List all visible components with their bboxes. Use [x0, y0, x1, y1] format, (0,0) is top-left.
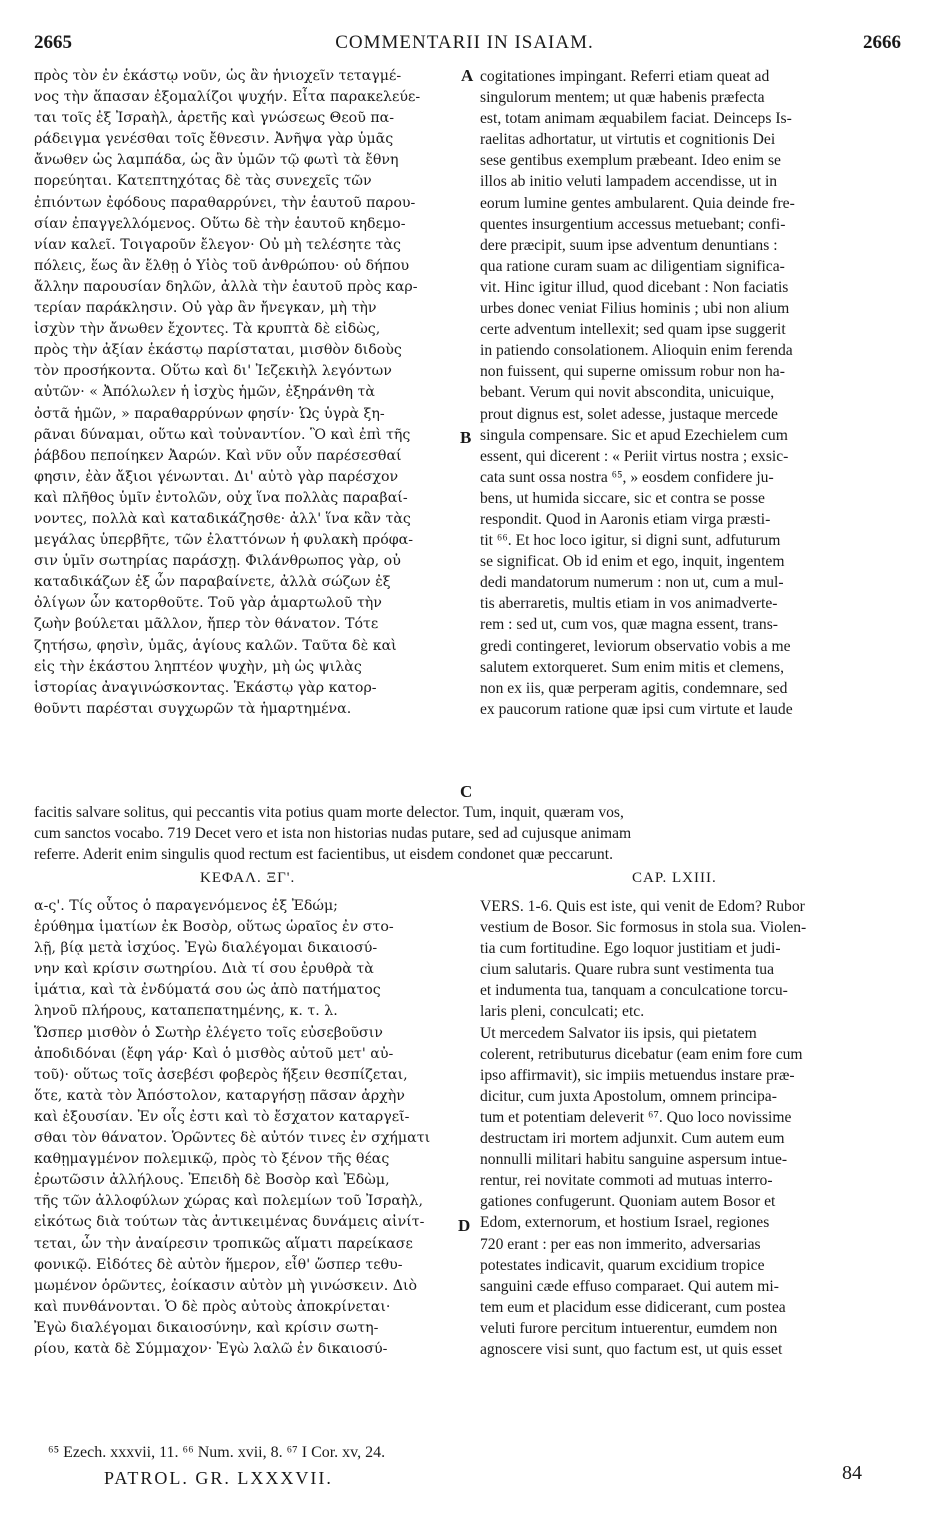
greek-text-line: ράδειγμα γενέσθαι τοῖς ἔθνεσιν. Ἀνῆψα γὰρ ὑμᾶς [34, 131, 394, 148]
greek-text-line: τῆς τῶν ἀλλοφύλων χώρας καὶ πολεμίων τοῦ Ἰσραὴλ, [34, 1193, 423, 1210]
latin-text-line: gationes confugerunt. Quoniam autem Bosor et [480, 1193, 776, 1211]
greek-text-line: μωμένον ὁρῶντες, ἐοίκασιν αὐτὸν μὴ γινώσκειν. Διὸ [34, 1277, 418, 1294]
greek-text-line: πρὸς τὸν ἐν ἑκάστῳ νοῦν, ὡς ἂν ἡνιοχεῖν τεταγμέ- [34, 68, 402, 84]
latin-text-line: qua ratione curam suam ac diligentiam significa- [480, 257, 785, 275]
series-footer: PATROL. GR. LXXXVII. [104, 1468, 333, 1488]
greek-text-line: ἱμάτια, καὶ τὰ ἐνδύματά σου ὡς ἀπὸ πατήματος [34, 982, 381, 999]
greek-column-bottom [34, 896, 456, 1360]
latin-text-line: et indumenta tua, tanquam a conculcatione torcu- [480, 982, 788, 1000]
greek-text-line: ἰσχὺν τὴν ἄνωθεν ἔχοντες. Τὰ κρυπτὰ δὲ εἰδὼς, [34, 321, 381, 338]
latin-text-line: laris pleni, conculcati; etc. [480, 1003, 645, 1021]
greek-text-line: τοῦ)· οὕτως τοῖς ἀσεβέσι φοβερὸς ἥξειν θεσπίζεται, [34, 1066, 408, 1083]
margin-marker-d: D [458, 1216, 471, 1235]
latin-text-line: illos ab initio veluti lampadem accendisse, ut in [480, 173, 778, 191]
greek-text-line: ὀλίγων ὧν κατορθοῦτε. Τοῦ γὰρ ἁμαρτωλοῦ τὴν [34, 595, 382, 612]
latin-text-line: salutem extorqueret. Sum enim mitis et clemens, [480, 658, 785, 676]
greek-text-line: εἰκότως διὰ τούτων τὰς ἀντικειμένας δυνάμεις αἰνίτ- [34, 1214, 425, 1231]
greek-text-line: σίαν ἐπαγγελλόμενος. Οὕτω δὲ τὴν ἑαυτοῦ κηδεμο- [34, 215, 406, 232]
latin-text-line: urbes donec veniat Filius hominis ; ubi non alium [480, 300, 790, 318]
latin-text-line: colerent, retributurus dicebatur (eam enim fore cum [480, 1045, 803, 1063]
latin-text-line: sese gentibus exemplum præbeant. Ideo enim se [480, 152, 781, 170]
greek-text-line: μεγάλας ὑπερβῆτε, τῶν ἐλαττόνων ἡ φυλακὴ πρόφα- [34, 532, 414, 549]
greek-text-line: πόλεις, ἕως ἂν ἔλθῃ ὁ Υἱὸς τοῦ ἀνθρώπου· οὐ δήπου [34, 257, 410, 274]
greek-text-line: θοῦντι παρέσται συγχωρῶν τὰ ἡμαρτημένα. [34, 700, 352, 717]
greek-text-line: ρᾶναι δύναμαι, οὕτω καὶ τοὐναντίον. Ὃ καὶ ἐπὶ τῆς [34, 426, 411, 443]
latin-text-line: eorum lumine gentes ambularent. Quia deinde fre- [480, 194, 795, 212]
latin-column-top [480, 66, 905, 720]
greek-text-line: τὸν προσήκοντα. Οὕτω καὶ δι' Ἰεζεκιὴλ λεγόντων [34, 363, 392, 380]
full-width-line: referre. Aderit enim singulis quod rectum est facientibus, ut eisdem condonet quæ peccarunt. [34, 846, 613, 864]
latin-text-line: dere præcipit, suum ipse adventum denuntians : [480, 236, 778, 254]
greek-text-line: νίαν καλεῖ. Τοιγαροῦν ἔλεγον· Οὐ μὴ τελέσητε τὰς [34, 236, 401, 253]
greek-text-line: καὶ ἐξουσίαν. Ἐν οἷς ἐστι καὶ τὸ ἔσχατον καταργεῖ- [34, 1108, 410, 1125]
greek-text-line: ἐπιόντων ἐφόδους παραθαρρύνει, τὴν ἑαυτοῦ παρου- [34, 194, 416, 211]
latin-text-line: certe adventum intellexit; sed quam ipse suggerit [480, 321, 786, 339]
latin-text-line: raelitas adhortatur, ut virtutis et cognitionis Dei [480, 131, 776, 149]
latin-text-line: prout dignus est, solet adesse, justaque mercede [480, 405, 778, 423]
latin-text-line: dicitur, cum juxta Apostolum, omnem principa- [480, 1087, 777, 1105]
greek-text-line: σιν ὑμῖν σωτηρίας παράσχῃ. Φιλάνθρωπος γὰρ, οὐ [34, 553, 401, 570]
greek-text-line: φησιν, ἐὰν ἄξιοι γένωνται. Δι' αὐτὸ γὰρ παρέσχον [34, 468, 399, 485]
greek-text-line: τερίαν παράκλησιν. Οὐ γὰρ ἂν ἤνεγκαν, μὴ τὴν [34, 300, 377, 317]
latin-text-line: respondit. Quod in Aaronis etiam virga præsti- [480, 510, 771, 528]
latin-text-line: bens, ut humida siccare, sic et contra se posse [480, 489, 765, 507]
right-column-number: 2666 [863, 32, 901, 53]
latin-text-line: ipso affirmavit), sic impiis metuendus instare præ- [480, 1066, 795, 1084]
latin-text-line: tia cum fortitudine. Ego loquor justitiam et judi- [480, 940, 781, 958]
margin-marker-a: A [461, 66, 474, 85]
latin-text-line: bebant. Verum qui novit abscondita, unicuique, [480, 384, 775, 402]
latin-text-line: 720 erant : per eas non immerito, adversarias [480, 1235, 761, 1253]
greek-text-line: φονικῷ. Εἰδότες δὲ αὐτὸν ἥμερον, εἶθ' ὥσπερ τεθυ- [34, 1256, 403, 1273]
greek-text-line: Ὥσπερ μισθὸν ὁ Σωτὴρ ἐλέγετο τοῖς εὐσεβοῦσιν [34, 1024, 383, 1041]
latin-text-line: singula compensare. Sic et apud Ezechielem cum [480, 426, 788, 444]
latin-text-line: non ex iis, quæ perperam agitis, condemnare, sed [480, 679, 788, 697]
latin-text-line: non fuissent, qui superne omissum robur non ha- [480, 363, 785, 381]
greek-text-line: ὅτε, κατὰ τὸν Ἀπόστολον, καταργήσῃ πᾶσαν ἀρχὴν [34, 1087, 405, 1104]
greek-text-line: τεται, ὧν τὴν ἀναίρεσιν τροπικῶς αἵματι παρείκασε [34, 1235, 413, 1252]
greek-text-line: ἀποδιδόναι (ἔφη γάρ· Καὶ ὁ μισθὸς αὐτοῦ μετ' αὐ- [34, 1045, 394, 1062]
latin-column-bottom [480, 896, 905, 1360]
greek-text-line: ἄνωθεν ὡς λαμπάδα, ὡς ἂν ὑμῶν τῷ φωτὶ τὰ ἔθνη [34, 152, 399, 169]
latin-text-line: singulorum mentem; ut quæ habenis præfecta [480, 89, 765, 107]
latin-text-line: veluti furore percitum intuerentur, eumdem non [480, 1319, 778, 1337]
latin-text-line: Ut mercedem Salvator iis ipsis, qui pietatem [480, 1024, 757, 1042]
full-width-passage [34, 802, 904, 865]
greek-text-line: ῥάβδου πεποίηκεν Ἀαρών. Καὶ νῦν οὖν παρέσεσθαί [34, 447, 402, 464]
latin-text-line: rem : sed ut, cum vos, quæ magna essent, trans- [480, 616, 778, 634]
greek-text-line: ζητήσω, φησὶν, ὑμᾶς, ἁγίους καλῶν. Ταῦτα δὲ καὶ [34, 637, 397, 654]
full-width-line: facitis salvare solitus, qui peccantis vita potius quam morte delector. Tum, inquit, quæram vos, [34, 804, 624, 821]
latin-text-line: se significat. Ob id enim et ego, inquit, ingentem [480, 553, 785, 571]
greek-text-line: ἐρωτῶσιν ἀλλήλους. Ἐπειδὴ δὲ Βοσὸρ καὶ Ἐδὼμ, [34, 1172, 390, 1189]
greek-text-line: ζωὴν βούλεται μᾶλλον, ἤπερ τὸν θάνατον. Τότε [34, 616, 379, 633]
greek-text-line: ρίου, κατὰ δὲ Σύμμαχον· Ἐγὼ λαλῶ ἐν δικαιοσύ- [34, 1340, 388, 1357]
greek-text-line: νην καὶ κρίσιν σωτηρίου. Διὰ τί σου ἐρυθρὰ τὰ [34, 961, 374, 978]
greek-text-line: πορεύηται. Κατεπτηχότας δὲ τὰς συνεχεῖς τῶν [34, 173, 372, 190]
chapter-heading-latin: CAP. LXIII. [632, 870, 717, 886]
signature-number: 84 [842, 1462, 862, 1484]
greek-text-line: ται τοῖς ἐξ Ἰσραὴλ, ἀρετῆς καὶ γνώσεως Θεοῦ πα- [34, 110, 395, 127]
latin-text-line: tis aberraretis, multis etiam in vos animadverte- [480, 595, 778, 613]
latin-text-line: cata sunt ossa nostra ⁶⁵, » eosdem confidere ju- [480, 468, 774, 486]
margin-marker-c: C [460, 782, 473, 801]
latin-text-line: tum et potentiam deleverit ⁶⁷. Quo loco novissime [480, 1108, 792, 1126]
latin-text-line: dedi mandatorum numerum : non ut, cum a mul- [480, 574, 784, 592]
running-header [0, 32, 929, 62]
greek-text-line: ἄλλην παρουσίαν δηλῶν, ἀλλὰ τὴν ἑαυτοῦ πρὸς καρ- [34, 278, 418, 295]
greek-text-line: καὶ πλῆθος ὑμῖν ἐντολῶν, οὐχ ἵνα πολλὰς παραβαί- [34, 489, 408, 506]
latin-text-line: VERS. 1-6. Quis est iste, qui venit de Edom? Rubor [480, 898, 805, 915]
latin-text-line: cogitationes impingant. Referri etiam queat ad [480, 68, 770, 85]
latin-text-line: vestium de Bosor. Sic formosus in stola sua. Violen- [480, 919, 807, 937]
latin-text-line: quentes insurgentium accessus metuebant; confi- [480, 215, 786, 233]
latin-text-line: in patiendo consolationem. Alioquin enim ferenda [480, 342, 793, 360]
greek-text-line: νος τὴν ἅπασαν ἐξομαλίζοι ψυχήν. Εἶτα παρακελεύε- [34, 89, 421, 106]
greek-text-line: ὀστᾶ ἡμῶν, » παραθαρρύνων φησίν· Ὡς ὑγρὰ ξη- [34, 405, 385, 422]
greek-text-line: ἐρύθημα ἱματίων ἐκ Βοσὸρ, οὕτως ὡραῖος ἐν στο- [34, 919, 394, 936]
greek-text-line: αὐτῶν· « Ἀπόλωλεν ἡ ἰσχὺς ἡμῶν, ἐξηράνθη τὰ [34, 384, 375, 401]
greek-text-line: νοντες, πολλὰ καὶ καταδικάζησθε· ἀλλ' ἵνα κἂν τὰς [34, 510, 411, 527]
margin-marker-b: B [460, 428, 472, 447]
latin-text-line: nonnulli militari habitu sanguine aspersum intue- [480, 1151, 788, 1169]
latin-text-line: destructam iri mortem adjunxit. Cum autem eum [480, 1130, 785, 1148]
latin-text-line: agnoscere visi sunt, quo factum est, ut quis esset [480, 1340, 783, 1358]
greek-text-line: σθαι τὸν θάνατον. Ὁρῶντες δὲ αὐτόν τινες ἐν σχήματι [34, 1130, 431, 1147]
greek-text-line: καὶ πυνθάνονται. Ὁ δὲ πρὸς αὐτοὺς ἀποκρίνεται· [34, 1298, 391, 1315]
greek-text-line: ληνοῦ πλήρους, καταπεπατημένης, κ. τ. λ. [34, 1003, 338, 1020]
latin-text-line: gredi contingeret, leviorum observatio vobis a me [480, 637, 791, 655]
latin-text-line: est, totam animam æquabilem faciat. Deinceps Is- [480, 110, 792, 128]
latin-text-line: cium salutaris. Quare rubra sunt vestimenta tua [480, 961, 775, 979]
left-column-number: 2665 [34, 32, 72, 53]
latin-text-line: essent, qui dicerent : « Periit virtus nostra ; exsic- [480, 447, 789, 465]
page-title: COMMENTARII IN ISAIAM. [335, 32, 594, 53]
latin-text-line: rentur, rei novitate commoti ad mutuas interro- [480, 1172, 773, 1190]
latin-text-line: potestates indicavit, quarum excidium tropice [480, 1256, 765, 1274]
greek-text-line: Ἐγὼ διαλέγομαι δικαιοσύνην, καὶ κρίσιν σωτη- [34, 1319, 379, 1336]
greek-column-top [34, 66, 456, 720]
latin-text-line: sanguini cæde effuso comparaet. Qui autem mi- [480, 1277, 779, 1295]
greek-text-line: λῇ, βίᾳ μετὰ ἰσχύος. Ἐγὼ διαλέγομαι δικαιοσύ- [34, 940, 378, 957]
full-width-line: cum sanctos vocabo. 719 Decet vero et ista non historias nudas putare, sed ad cujusque animam [34, 825, 632, 843]
footnotes: ⁶⁵ Ezech. xxxvii, 11. ⁶⁶ Num. xvii, 8. ⁶⁷ I Cor. xv, 24. [48, 1444, 386, 1461]
latin-text-line: tit ⁶⁶. Et hoc loco igitur, si digni sunt, adfuturum [480, 532, 781, 550]
latin-text-line: vit. Hinc igitur illud, quod dicebant : Non faciatis [480, 278, 789, 296]
greek-text-line: καθῃμαγμένον πολεμικῷ, πρὸς τὸ ξένον τῆς θέας [34, 1151, 390, 1168]
latin-text-line: Edom, externorum, et hostium Israel, regiones [480, 1214, 770, 1232]
latin-text-line: ex paucorum ratione quæ ipsi cum virtute et laude [480, 700, 793, 718]
chapter-heading-greek: ΚΕΦΑΛ. ΞΓ'. [200, 870, 296, 886]
greek-text-line: καταδικάζων ἐξ ὧν παραβαίνετε, ἀλλὰ σώζων ἐξ [34, 574, 391, 591]
greek-text-line: εἰς τὴν ἑκάστου ληπτέον ψυχὴν, μὴ ὡς ψιλὰς [34, 658, 362, 675]
greek-text-line: πρὸς τὴν ἀξίαν ἑκάστῳ παρίσταται, μισθὸν διδοὺς [34, 342, 402, 359]
latin-text-line: tem eum et placidum esse didicerant, cum postea [480, 1298, 786, 1316]
greek-text-line: α-ς'. Τίς οὗτος ὁ παραγενόμενος ἐξ Ἐδώμ; [34, 898, 338, 914]
greek-text-line: ἱστορίας ἀναγινώσκοντας. Ἑκάστῳ γὰρ κατορ- [34, 679, 377, 696]
